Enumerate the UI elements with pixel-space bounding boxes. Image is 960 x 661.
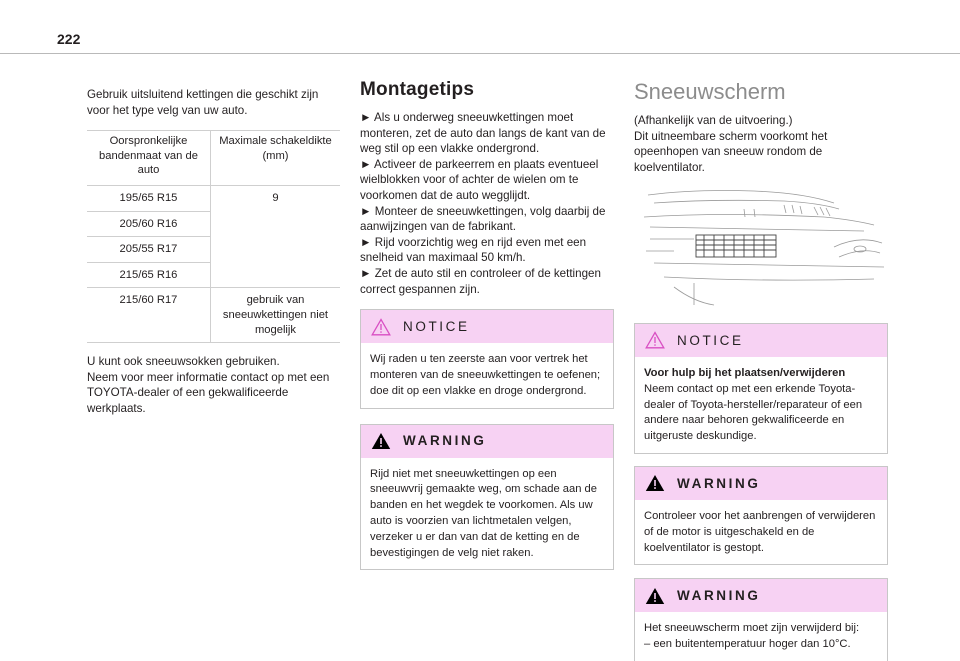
notice-triangle-icon [371,318,391,336]
mounting-step: ► Monteer de sneeuwkettingen, volg daarbij de aanwijzingen van de fabrikant. [360,204,606,234]
tyre-size-cell: 215/60 R17 [87,288,210,343]
mounting-step: ► Zet de auto stil en controleer of de kettingen correct gespannen zijn. [360,266,601,296]
warning-triangle-icon [371,432,391,450]
warning-text: Rijd niet met sneeuwkettingen op een sneeuwvrij gemaakte weg, om schade aan de banden en het wegdek te voorkomen. Als uw auto is voorzien van lichtmetalen velgen, verzeker u er dan van dat de ketting en de bevestigingen de velg niet raken. [370,467,597,559]
page-number: 222 [57,31,81,47]
warning-header [635,467,887,500]
notice-header [361,310,613,343]
warning-text: Het sneeuwscherm moet zijn verwijderd bij: – een buitentemperatuur hoger dan 10°C. [644,622,860,651]
notice-text: Neem contact op met een erkende Toyota-dealer of Toyota-hersteller/reparateur of een andere naar behoren gekwalificeerde en uitgeruste deskundige. [644,382,863,443]
notice-triangle-icon [645,331,665,349]
section-title-mounting-tips: Montagetips [360,79,475,100]
table-header-row [87,131,340,186]
warning-label: WARNING [677,475,761,491]
section-title-snow-screen: Sneeuwscherm [634,79,786,104]
column-chains-table [87,87,340,417]
tyre-size-cell: 195/65 R15 [87,185,210,211]
warning-text: Controleer voor het aanbrengen of verwijderen of de motor is uitgeschakeld en de koelventilator is gestopt. [644,509,876,554]
warning-header [361,425,613,458]
tyre-size-cell: 205/60 R16 [87,211,210,237]
no-chains-cell: gebruik van sneeuwkettingen niet mogelijk [210,288,340,343]
notice-body [635,357,887,453]
mounting-step: ► Als u onderweg sneeuwkettingen moet monteren, zet de auto dan langs de kant van de weg stil op een vlakke ondergrond. [360,111,606,156]
snow-screen-intro: (Afhankelijk van de uitvoering.) Dit uitneembare scherm voorkomt het opeenhopen van sneeuw rondom de koelventilator. [634,114,828,174]
warning-label: WARNING [677,588,761,604]
warning-box [634,466,888,565]
warning-header [635,579,887,612]
warning-triangle-icon [645,587,665,605]
warning-triangle-icon [645,474,665,492]
mounting-step: ► Activeer de parkeerrem en plaats eventueel wielblokken voor of achter de wielen om te voorkomen dat de auto wegglijdt. [360,157,599,202]
notice-header [635,324,887,357]
table-row [87,185,340,211]
column-mounting-tips [360,79,614,570]
mounting-step: ► Rijd voorzichtig weg en rijd even met een snelheid van maximaal 50 km/h. [360,235,587,265]
chains-intro: Gebruik uitsluitend kettingen die geschikt zijn voor het type velg van uw auto. [87,88,319,117]
snow-screen-illustration [634,187,888,307]
notice-box [634,323,888,454]
tyre-size-cell: 215/65 R16 [87,262,210,288]
notice-bold-heading: Voor hulp bij het plaatsen/verwijderen [644,366,846,379]
table-row [87,288,340,343]
notice-text: Wij raden u ten zeerste aan voor vertrek het monteren van de sneeuwkettingen te oefenen; doe dit op een vlakke en droge ondergrond. [370,353,601,397]
tyre-size-cell: 205/55 R17 [87,237,210,263]
thickness-cell: 9 [210,185,340,287]
warning-label: WARNING [403,433,487,449]
chains-outro: U kunt ook sneeuwsokken gebruiken. Neem voor meer informatie contact op met een TOYOTA-dealer of een gekwalificeerde werkplaats. [87,355,330,415]
table-header-tyre-size: Oorspronkelijke bandenmaat van de auto [87,131,210,186]
notice-label: NOTICE [403,318,470,334]
notice-label: NOTICE [677,332,744,348]
tyre-chain-table [87,130,340,343]
header-divider [0,53,960,54]
notice-box [360,309,614,408]
column-snow-screen [634,79,888,661]
table-header-thickness: Maximale schakeldikte (mm) [210,131,340,186]
warning-box [360,424,614,571]
